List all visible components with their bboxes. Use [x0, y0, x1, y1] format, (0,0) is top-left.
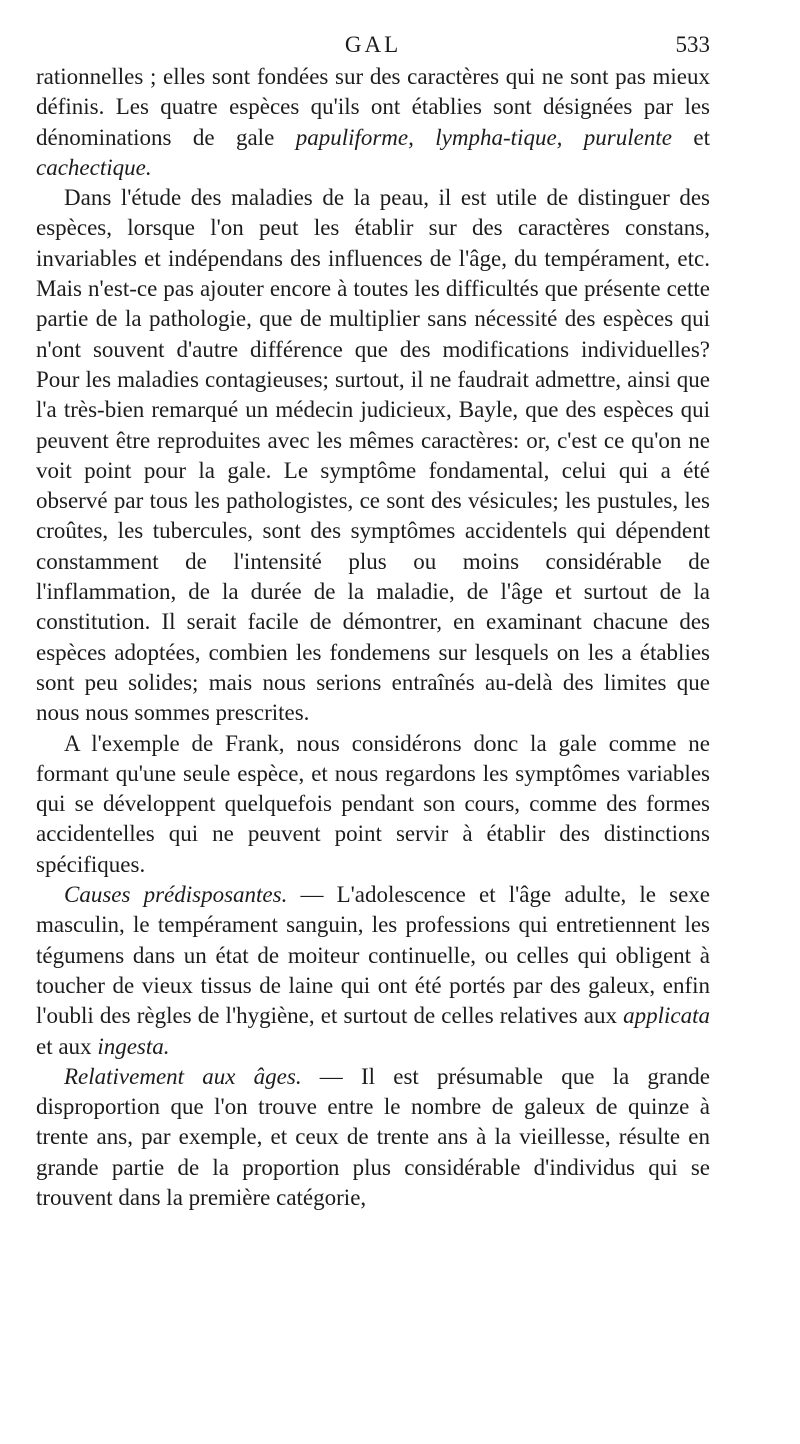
paragraph-species-discussion — [36, 183, 710, 728]
italic-run: papuliforme, lympha-tique, purulente — [295, 124, 672, 150]
text-run: rationnelles ; elles sont fondées sur des caractères qui ne sont pas mieux définis. Les quatre espèces qu'ils ont établies sont désignées par les dénominations de gale — [36, 64, 710, 150]
running-head-title: GAL — [344, 32, 402, 57]
text-run: A l'exemple de Frank, nous considérons donc la gale comme ne formant qu'une seule espèce, et nous regardons les symptômes variables qui se développent quelquefois pendant son cours, comme des formes accidentelles qui ne peuvent point servir à établir des distinctions spécifiques. — [36, 730, 710, 877]
text-run: Dans l'étude des maladies de la peau, il est utile de distinguer des espèces, lorsque l'on peut les établir sur des caractères constans, invariables et indépendans des influences de l'âge, du tempérament, etc. Mais n'est-ce pas ajouter encore à toutes les difficultés que présente cette partie de la pathologie, que de multiplier sans nécessité des espèces qui n'ont souvent d'autre différence que des modifications individuelles? Pour les maladies contagieuses; surtout, il ne faudrait admettre, ainsi que l'a très-bien remarqué un médecin judicieux, Bayle, que des espèces qui peuvent être reproduites avec les mêmes caractères: or, c'est ce qu'on ne voit point pour la gale. Le symptôme fondamental, celui qui a été observé par tous les pathologistes, ce sont des vésicules; les pustules, les croûtes, les tubercules, sont des symptômes accidentels qui dépendent constamment de l'intensité plus ou moins considérable de l'inflammation, de la durée de la maladie, de l'âge et surtout de la constitution. Il serait facile de démontrer, en examinant chacune des espèces adoptées, combien les fondemens sur lesquels on les a établies sont peu solides; mais nous serions entraînés au-delà des limites que nous nous sommes prescrites. — [36, 185, 710, 726]
section-heading-ages: Relativement aux âges. — [64, 1063, 302, 1089]
text-run: — Il est présumable que la grande disproportion que l'on trouve entre le nombre de galeux de quinze à trente ans, par exemple, et ceux de trente ans à la vieillesse, résulte en grande partie de la proportion plus considérable d'individus qui se trouvent dans la première catégorie, — [36, 1063, 710, 1210]
text-run: — L'adolescence et l'âge adulte, le sexe masculin, le tempérament sanguin, les professions qui entretiennent les tégumens dans un état de moiteur continuelle, ou celles qui obligent à toucher de vieux tissus de laine qui ont été portés par des galeux, enfin l'oubli des règles de l'hygiène, et surtout de celles relatives aux — [36, 882, 711, 1029]
running-head — [36, 32, 710, 62]
paragraph-continuation — [36, 62, 710, 183]
italic-run: applicata — [623, 1003, 710, 1029]
italic-run: ingesta. — [97, 1033, 170, 1059]
page-number: 533 — [675, 32, 710, 57]
italic-run: cachectique. — [36, 154, 152, 180]
paragraph-frank-example — [36, 729, 710, 880]
section-heading-causes: Causes prédisposantes. — [64, 882, 288, 908]
paragraph-ages — [36, 1062, 710, 1213]
text-run: et — [671, 124, 710, 150]
body-text — [36, 62, 710, 1213]
paragraph-predisposing-causes — [36, 880, 710, 1062]
text-run: et aux — [36, 1033, 98, 1059]
